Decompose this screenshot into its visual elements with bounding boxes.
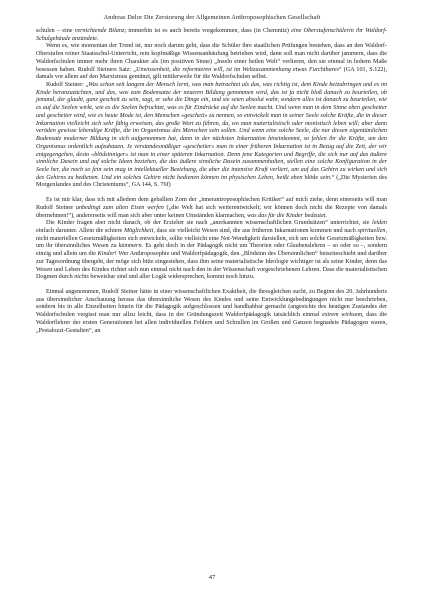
paragraph [36, 220, 387, 282]
page-number: 47 [208, 574, 216, 581]
text-segment: beweisbar sind und aller Logik widersprechen, kommt noch hinzu. [88, 274, 255, 281]
text-segment: , nicht materiellen Gesetzmäßigkeiten sich entwickeln, sollte vielleicht eine Not-Wendigkeit darstellen, sich um solche Gesetzmäßigkeiten bzw. um ihr übersinnliches Wesen zu [36, 227, 387, 250]
text-segment: schulen – eine [36, 28, 75, 34]
italic-text: was das für die Kinder bedeutet [247, 212, 326, 219]
italic-text: vernichtende Bilanz [74, 28, 125, 34]
text-segment: . [96, 35, 99, 42]
italic-text: eine Oberstufenschülerin ihr Waldorf-Schulgebäude anzündete [36, 28, 387, 42]
italic-text: Was schon seit langem der Mensch lernt, was man betrachtet als das, was richtig ist, dem Kinde beizubringen und es im Kinde heranzuzüchten, und das, was zum Bodensatze der neueren Bildung genommen wird, das ist ja nicht bloß danach zu beurteilen, ob jemand, der glaubt, ganz gescheit zu sein, sagt, er sehe die Dinge ein, und sie seien absolut wahr, sondern alles ist danach zu beurteilen, wie es auf die Seelen wirkt, wie es die Seelen befruchtet, was es für Eindrücke auf die Seelen macht. Und wenn man in dem Sinne eben gescheiter und gescheiter wird, wie es heute Mode ist, den Menschen «gescheit» zu nennen, so entwickelt man in seiner Seele solche Kräfte, die in dieser Inkarnation vielleicht sich sehr fähig erweisen, das große Wort zu führen, da, wo man materialistisch oder monistisch leben will; aber dann veröden gewisse lebendige Kräfte, die im Organismus des Menschen sein sollen. Und wenn eine solche Seele, die nur diesen eigentümlichen Bodensatz moderner Bildung in sich aufgenommen hat, dann in der nächsten Inkarnation hineinkommt, so fehlen ihr die Kräfte, um den Organismus ordentlich aufzubauen. Je verstandesmäßiger «gescheiter» man in einer früheren Inkarnation ist in Bezug auf die Zeit, der wir entgegengehen, desto «blödsinniger» ist man in einer späteren Inkarnation. Denn jene Kategorien und Begriffe, die sich nur auf das äußere sinnliche Dasein und auf solche Ideen beziehen, die das äußere sinnliche Dasein zusammenhalten, stellen eine solche Konfiguration in der Seele her, die noch so fein sein mag in intellektueller Beziehung, die aber die intensive Kraft verliert, um auf das Gehirn zu wirken und sich des Gehirns zu bedienen. Und ein solches Gehirn nicht bedienen können im physischen Leben, heißt eben [36, 82, 388, 181]
paragraph [36, 43, 387, 82]
paragraph [36, 82, 387, 190]
text-segment: , dass sie vielleicht Wesen sind, die aus früheren Inkarnationen kommen und nach [153, 227, 358, 234]
body-text [36, 28, 387, 335]
italic-text: spirituellen [357, 227, 386, 234]
italic-text: kümmern [118, 243, 142, 250]
italic-text: nichts [74, 274, 89, 281]
paragraph [36, 197, 387, 220]
italic-text: leiden [371, 220, 387, 227]
text-segment: ; immerhin ist es auch bereits vorgekommen, dass (in Chemnitz) [124, 28, 292, 34]
italic-text: Kinder [97, 251, 115, 258]
text-segment: ! Wer Anthroposophie und Waldorfpädagogik, den „Blödsinn des Übersinnlichen“ beiseiteschiebt und darüber zur Tagesordnung übergeht, der möge sich bitte eingestehen, dass ihm seine materialistische Ideologie wichtiger ist als seine Kinder, denn das Wesen und Leben des Kindes richtet sich nun einmal nicht nach den in der Wissenschaft vorgeschriebenen Lehren. Dass die materialistischen Dogmen durch [36, 251, 387, 281]
running-header: Andreas Delor Die Zerstorung der Allgemeinen Anthroposophischen Gesellschaft [103, 14, 321, 21]
italic-text: Unwissenheit, die reformieren will, ist im Weltzusammenhang etwas Furchtbares [136, 66, 339, 73]
text-segment: . Es geht doch in der Pädagogik nicht um Theorien oder Glaubenslehren – so oder so –, sondern einzig und allein um die [36, 243, 387, 258]
paragraph [36, 28, 387, 43]
paragraph [36, 289, 387, 335]
text-segment: , dass die Waldorflehrer der ersten Generationen bei allen individuellen Fehlern und Schrullen im Großen und Ganzen begnadete Pädagogen waren, „Pestalozzi-Gestalten“, an [36, 312, 387, 334]
text-segment: “ (GA 101, S.122), damals vor allem auf den Marxismus gemünzt, gilt mittlerweile für die Waldorfschulen selbst. [36, 66, 387, 81]
text-segment: Einmal angenommen, Rudolf Steiner hätte in einer wissenschaftlichen Exaktheit, die ihresgleichen sucht, zu Beginn des 20. Jahrhunderts aus übersinnlicher Anschauung heraus das übersinnliche Wesen des Kindes und seine Entwicklungsbedingungen nicht nur beschrieben, sondern bis in alle Einzelheiten hinein für die Pädagogik aufgeschlossen und handhabbar gemacht (angesichts des heutigen Zustandes der Waldorfschulen vergisst man nur allzu leicht, dass in der Gründungszeit Waldorfpädagogik tatsächlich einmal [36, 289, 387, 319]
text-segment: Es ist mir klar, dass ich mit alledem dem geballten Zorn der „innerantroposophischen Kritiker“ auf mich ziehe, denn einerseits will man Rudolf Steiner [36, 197, 387, 211]
italic-text: extrem wirksam [322, 312, 363, 319]
text-segment: “ („Die Mysterien des Morgenlandes und des Christentums“, GA 144, S. 76f) [36, 174, 387, 189]
italic-text: unbedingt zum alten Eisen werfen [75, 204, 164, 211]
text-segment: . [325, 212, 327, 219]
text-segment: Die Kinder fragen aber nicht danach, ob der Erzieher sie nach „anerkannten wissenschaftlichen Grundsätzen“ unterrichtet, sie [46, 220, 372, 227]
italic-text: Möglichkeit [123, 227, 154, 234]
text-segment: Rudolf Steiner: „ [46, 82, 89, 89]
text-segment: („die Welt hat sich weiterentwickelt; wir können doch nicht die Rezepte von damals übernehmen!“), andererseits will man sich aber unter keinen Umständen klarmachen, [36, 204, 388, 219]
text-segment: einfach darunter. Allein die schiere [36, 227, 124, 234]
text-segment: blöde [304, 174, 319, 181]
italic-text: sein. [318, 174, 332, 181]
text-segment: Wenn es, wie momentan der Trend ist, nur noch darum geht, dass die Schüler ihre staatlichen Prüfungen bestehen, dass an den Waldorf-Oberstufen reiner Staatsschul-Unterricht, rein kopfmäßige Wissensanhäufung betrieben wird, dann soll man nicht darüber jammern, dass die Waldorfschulen immer mehr ihren Charakter als (im positiven Sinne) „Inseln einer heilen Welt“ verlieren, den sie einmal in hohem Maße besessen haben. Rudolf Steiners Satz: „ [36, 43, 387, 73]
